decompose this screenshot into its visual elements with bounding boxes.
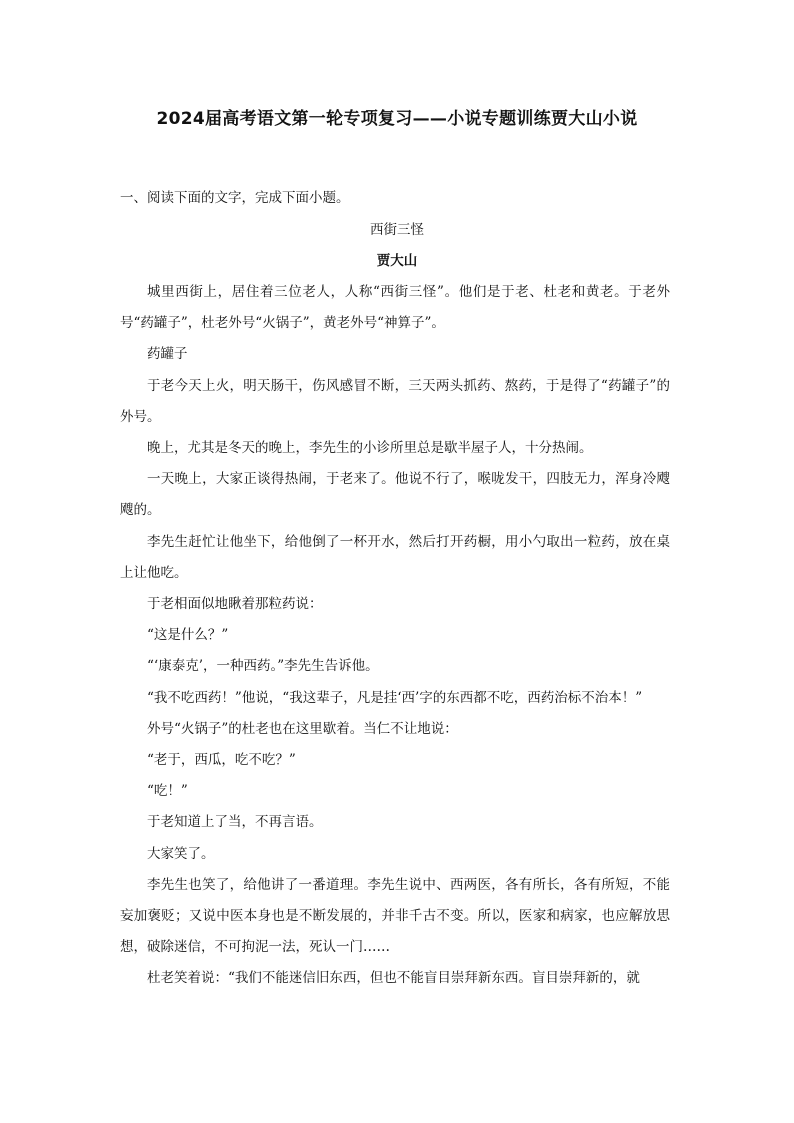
paragraph: 于老知道上了当，不再言语。 bbox=[147, 814, 323, 831]
paragraph: 杜老笑着说：“我们不能迷信旧东西，但也不能盲目崇拜新东西。盲目崇拜新的，就 bbox=[147, 970, 640, 987]
subheading-yaoguanzi: 药罐子 bbox=[147, 346, 188, 363]
paragraph: 于老相面似地瞅着那粒药说： bbox=[147, 596, 323, 613]
paragraph: 于老今天上火，明天肠干，伤风感冒不断，三天两头抓药、熬药，于是得了“药罐子”的外号。 bbox=[120, 377, 670, 425]
paragraph: “吃！” bbox=[147, 783, 188, 800]
paragraph: 一天晚上，大家正谈得热闹，于老来了。他说不行了，喉咙发干，四肢无力，浑身冷飕飕的。 bbox=[120, 471, 670, 519]
story-author: 贾大山 bbox=[376, 253, 418, 269]
paragraph: 李先生赶忙让他坐下，给他倒了一杯开水，然后打开药橱，用小勺取出一粒药，放在桌上让他吃。 bbox=[120, 533, 670, 581]
paragraph: “我不吃西药！”他说，“我这辈子，凡是挂‘西’字的东西都不吃，西药治标不治本！” bbox=[147, 689, 643, 706]
paragraph: “‘康泰克’，一种西药。”李先生告诉他。 bbox=[147, 658, 379, 675]
document-title: 2024届高考语文第一轮专项复习——小说专题训练贾大山小说 bbox=[156, 109, 638, 129]
paragraph: 晚上，尤其是冬天的晚上，李先生的小诊所里总是歇半屋子人，十分热闹。 bbox=[147, 440, 593, 457]
story-body bbox=[120, 277, 670, 995]
paragraph: “老于，西瓜，吃不吃？” bbox=[147, 752, 296, 769]
paragraph: 大家笑了。 bbox=[147, 845, 215, 862]
paragraph: 城里西街上，居住着三位老人，人称“西街三怪”。他们是于老、杜老和黄老。于老外号“药罐子”，杜老外号“火锅子”，黄老外号“神算子”。 bbox=[120, 284, 670, 332]
paragraph: “这是什么？” bbox=[147, 627, 229, 644]
story-title: 西街三怪 bbox=[370, 222, 424, 238]
paragraph: 外号“火锅子”的杜老也在这里歇着。当仁不让地说： bbox=[147, 720, 458, 737]
section-instruction: 一、阅读下面的文字，完成下面小题。 bbox=[120, 190, 350, 206]
paragraph: 李先生也笑了，给他讲了一番道理。李先生说中、西两医，各有所长，各有所短，不能妄加褒贬；又说中医本身也是不断发展的，并非千古不变。所以，医家和病家，也应解放思想，破除迷信，不可拘泥一法，死认一门…… bbox=[120, 876, 670, 956]
